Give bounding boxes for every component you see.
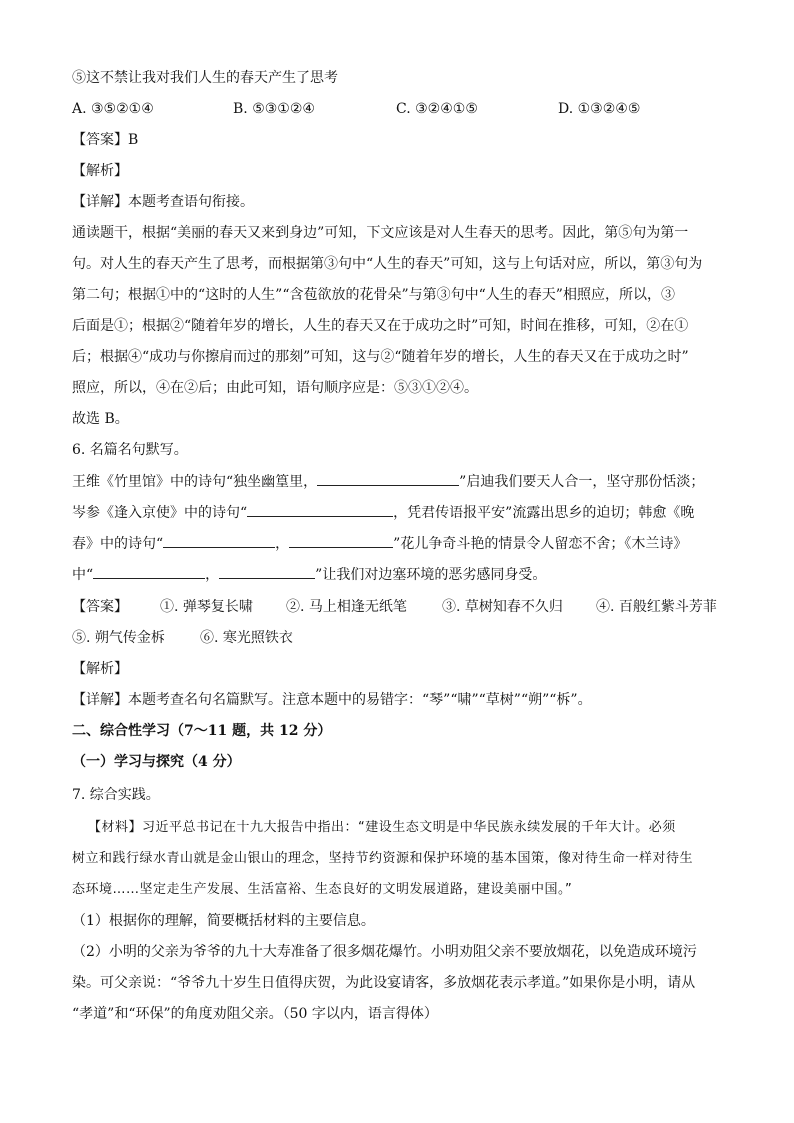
q6-analysis-label: 【解析】	[72, 661, 128, 677]
q6-text: 春》中的诗句“	[72, 536, 164, 552]
fill-blank[interactable]	[317, 471, 459, 486]
q6-line-4	[72, 564, 546, 585]
q6-answer-item: ④. 百般红紫斗芳菲	[596, 599, 717, 615]
q6-text: ”花儿争奇斗艳的情景令人留恋不舍；《木兰诗》	[393, 536, 688, 552]
q5-option-a: A. ③⑤②①④	[72, 101, 154, 117]
q6-answer-item: ⑥. 寒光照铁衣	[200, 630, 293, 646]
subsection-heading: （一）学习与探究（4 分）	[72, 754, 241, 770]
q7-part-2-line: （2）小明的父亲为爷爷的九十大寿准备了很多烟花爆竹。小明劝阻父亲不要放烟花，以免造成环境污	[72, 944, 697, 960]
q5-para-line: 后面是①；根据②“随着年岁的增长，人生的春天又在于成功之时”可知，时间在推移，可知，②在①	[72, 318, 689, 334]
q5-analysis-label: 【解析】	[72, 163, 128, 179]
q6-text: 中“	[72, 567, 94, 583]
q6-text: ，	[205, 567, 220, 583]
q6-answer-item: ②. 马上相逢无纸笔	[286, 599, 407, 615]
q6-text: ”让我们对边塞环境的恶劣感同身受。	[315, 567, 547, 583]
q6-line-2	[72, 502, 694, 523]
fill-blank[interactable]	[163, 533, 275, 548]
q6-text: ”启迪我们要天人合一，坚守那份恬淡；	[459, 474, 705, 490]
q5-conclusion: 故选 B。	[72, 411, 129, 427]
q5-item-5: ⑤这不禁让我对我们人生的春天产生了思考	[72, 70, 338, 86]
q6-answer-label: 【答案】	[72, 599, 128, 615]
fill-blank[interactable]	[289, 533, 393, 548]
q7-part-1: （1）根据你的理解，简要概括材料的主要信息。	[72, 913, 375, 929]
fill-blank[interactable]	[219, 564, 315, 579]
q6-text: ，凭君传语报平安”流露出思乡的迫切；韩愈《晚	[393, 505, 695, 521]
q5-detail: 【详解】本题考查语句衔接。	[72, 194, 254, 210]
q7-material-line: 【材料】习近平总书记在十九大报告中指出：“建设生态文明是中华民族永续发展的千年大计。必须	[88, 820, 676, 835]
q5-option-d: D. ①③②④⑤	[558, 101, 641, 117]
q6-text: 岑参《逢入京使》中的诗句“	[72, 505, 248, 521]
q6-line-3	[72, 533, 687, 554]
q5-option-c: C. ③②④①⑤	[396, 101, 478, 117]
q7-material-line: 树立和践行绿水青山就是金山银山的理念，坚持节约资源和保护环境的基本国策，像对待生命一样对待生	[72, 851, 694, 866]
q5-para-line: 后；根据④“成功与你擦肩而过的那刻”可知，这与②“随着年岁的增长，人生的春天又在于成功之时”	[72, 349, 689, 365]
q6-title: 6. 名篇名句默写。	[72, 442, 188, 458]
q6-answer-item: ⑤. 朔气传金柝	[72, 630, 165, 646]
q7-title: 7. 综合实践。	[72, 787, 160, 803]
q7-part-2-line: “孝道”和“环保”的角度劝阻父亲。（50 字以内，语言得体）	[72, 1006, 438, 1022]
q6-answer-item: ①. 弹琴复长啸	[160, 599, 253, 615]
q6-text: ，	[275, 536, 290, 552]
q5-para-line: 照应，所以，④在②后；由此可知，语句顺序应是：⑤③①②④。	[72, 380, 478, 396]
q6-text: 王维《竹里馆》中的诗句“独坐幽篁里，	[72, 474, 318, 490]
fill-blank[interactable]	[247, 502, 393, 517]
q6-answer-item: ③. 草树知春不久归	[442, 599, 563, 615]
q7-part-2-line: 染。可父亲说：“爷爷九十岁生日值得庆贺，为此设宴请客，多放烟花表示孝道。”如果你是小明，请从	[72, 975, 696, 991]
q5-para-line: 通读题干，根据“美丽的春天又来到身边”可知，下文应该是对人生春天的思考。因此，第⑤句为第一	[72, 225, 689, 241]
q5-para-line: 第二句；根据①中的“这时的人生”“含苞欲放的花骨朵”与第③句中“人生的春天”相照应，所以，③	[72, 287, 675, 303]
section-heading: 二、综合性学习（7～11 题，共 12 分）	[72, 723, 332, 739]
q6-line-1	[72, 471, 704, 492]
q5-option-b: B. ⑤③①②④	[233, 101, 315, 117]
q7-material-line: 态环境……坚定走生产发展、生活富裕、生态良好的文明发展道路，建设美丽中国。”	[72, 882, 573, 897]
q6-detail: 【详解】本题考查名句名篇默写。注意本题中的易错字：“琴”“啸”“草树”“朔”“柝”。	[72, 692, 592, 708]
q5-para-line: 句。对人生的春天产生了思考，而根据第③句中“人生的春天”可知，这与上句话对应，所以，第③句为	[72, 256, 703, 272]
fill-blank[interactable]	[93, 564, 205, 579]
q5-answer: 【答案】B	[72, 132, 139, 148]
